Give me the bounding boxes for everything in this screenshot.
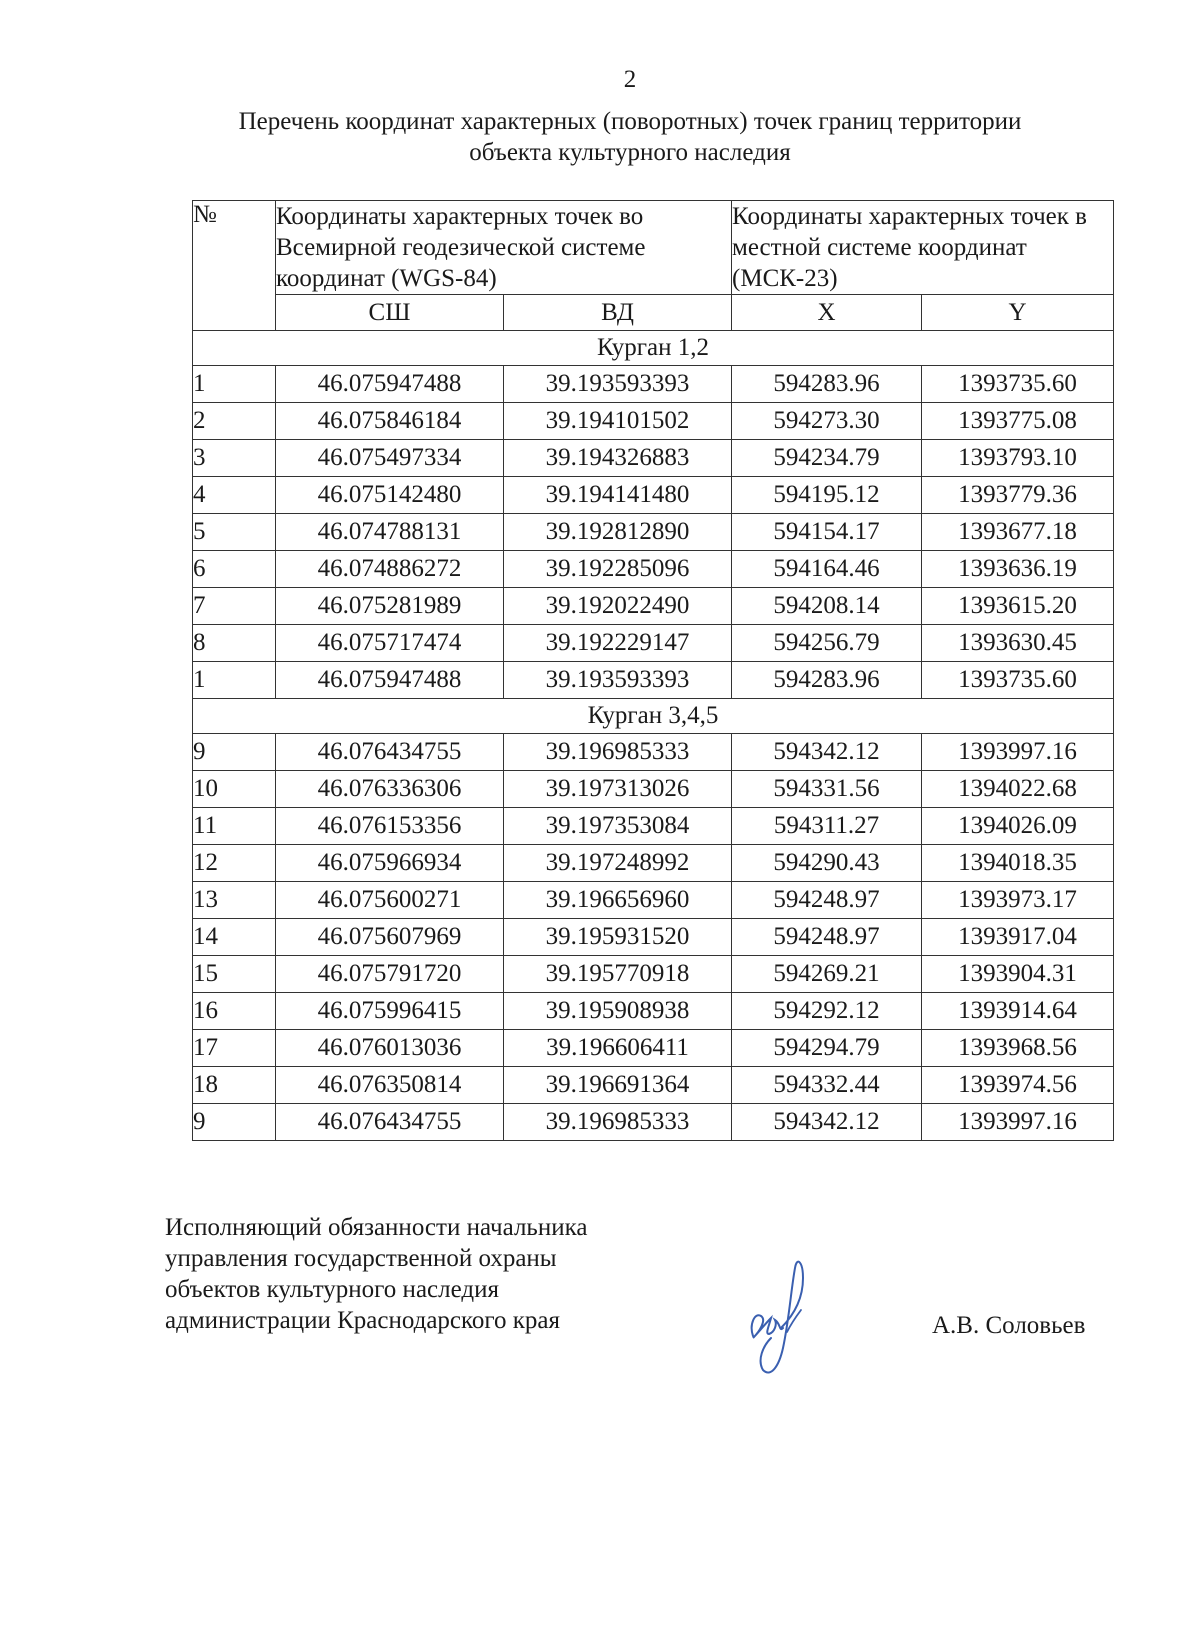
x-cell: 594256.79 bbox=[732, 625, 922, 662]
latitude-cell: 46.076350814 bbox=[276, 1067, 504, 1104]
x-cell: 594290.43 bbox=[732, 845, 922, 882]
point-number-cell: 10 bbox=[193, 771, 276, 808]
point-number-cell: 4 bbox=[193, 477, 276, 514]
longitude-cell: 39.192285096 bbox=[504, 551, 732, 588]
signatory-position-line: управления государственной охраны bbox=[165, 1245, 557, 1272]
latitude-cell: 46.075717474 bbox=[276, 625, 504, 662]
latitude-cell: 46.076434755 bbox=[276, 1104, 504, 1141]
table-row bbox=[193, 440, 1114, 477]
x-cell: 594208.14 bbox=[732, 588, 922, 625]
latitude-cell: 46.075142480 bbox=[276, 477, 504, 514]
document-title-line-2: объекта культурного наследия bbox=[469, 139, 791, 166]
table-row bbox=[193, 993, 1114, 1030]
header-y: Y bbox=[922, 295, 1114, 331]
longitude-cell: 39.197313026 bbox=[504, 771, 732, 808]
point-number-cell: 9 bbox=[193, 734, 276, 771]
x-cell: 594294.79 bbox=[732, 1030, 922, 1067]
y-cell: 1393793.10 bbox=[922, 440, 1114, 477]
y-cell: 1393917.04 bbox=[922, 919, 1114, 956]
longitude-cell: 39.196656960 bbox=[504, 882, 732, 919]
header-msk-coordinates: Координаты характерных точек в местной системе координат (МСК-23) bbox=[732, 201, 1114, 295]
table-row bbox=[193, 771, 1114, 808]
point-number-cell: 6 bbox=[193, 551, 276, 588]
point-number-cell: 3 bbox=[193, 440, 276, 477]
table-row bbox=[193, 477, 1114, 514]
point-number-cell: 18 bbox=[193, 1067, 276, 1104]
x-cell: 594342.12 bbox=[732, 1104, 922, 1141]
latitude-cell: 46.075996415 bbox=[276, 993, 504, 1030]
point-number-cell: 1 bbox=[193, 366, 276, 403]
point-number-cell: 17 bbox=[193, 1030, 276, 1067]
latitude-cell: 46.075497334 bbox=[276, 440, 504, 477]
latitude-cell: 46.074886272 bbox=[276, 551, 504, 588]
longitude-cell: 39.194326883 bbox=[504, 440, 732, 477]
y-cell: 1394022.68 bbox=[922, 771, 1114, 808]
table-row bbox=[193, 1030, 1114, 1067]
table-row bbox=[193, 808, 1114, 845]
latitude-cell: 46.075947488 bbox=[276, 662, 504, 699]
table-row bbox=[193, 882, 1114, 919]
longitude-cell: 39.195908938 bbox=[504, 993, 732, 1030]
y-cell: 1393997.16 bbox=[922, 734, 1114, 771]
signer-name: А.В. Соловьев bbox=[932, 1312, 1086, 1339]
point-number-cell: 2 bbox=[193, 403, 276, 440]
y-cell: 1393630.45 bbox=[922, 625, 1114, 662]
x-cell: 594234.79 bbox=[732, 440, 922, 477]
y-cell: 1393735.60 bbox=[922, 662, 1114, 699]
table-row bbox=[193, 956, 1114, 993]
longitude-cell: 39.192229147 bbox=[504, 625, 732, 662]
section-title: Курган 1,2 bbox=[193, 331, 1114, 366]
latitude-cell: 46.076434755 bbox=[276, 734, 504, 771]
section-title: Курган 3,4,5 bbox=[193, 699, 1114, 734]
longitude-cell: 39.193593393 bbox=[504, 366, 732, 403]
document-title-line-1: Перечень координат характерных (поворотных) точек границ территории bbox=[238, 108, 1022, 135]
x-cell: 594283.96 bbox=[732, 662, 922, 699]
latitude-cell: 46.075281989 bbox=[276, 588, 504, 625]
latitude-cell: 46.075607969 bbox=[276, 919, 504, 956]
longitude-cell: 39.194101502 bbox=[504, 403, 732, 440]
point-number-cell: 1 bbox=[193, 662, 276, 699]
table-row bbox=[193, 1067, 1114, 1104]
point-number-cell: 15 bbox=[193, 956, 276, 993]
x-cell: 594342.12 bbox=[732, 734, 922, 771]
point-number-cell: 16 bbox=[193, 993, 276, 1030]
y-cell: 1393973.17 bbox=[922, 882, 1114, 919]
longitude-cell: 39.195770918 bbox=[504, 956, 732, 993]
header-number: № bbox=[193, 201, 276, 331]
x-cell: 594195.12 bbox=[732, 477, 922, 514]
longitude-cell: 39.195931520 bbox=[504, 919, 732, 956]
document-title bbox=[150, 106, 1110, 168]
longitude-cell: 39.196691364 bbox=[504, 1067, 732, 1104]
signatory-position-line: администрации Краснодарского края bbox=[165, 1307, 561, 1334]
y-cell: 1393904.31 bbox=[922, 956, 1114, 993]
latitude-cell: 46.076336306 bbox=[276, 771, 504, 808]
x-cell: 594164.46 bbox=[732, 551, 922, 588]
latitude-cell: 46.075600271 bbox=[276, 882, 504, 919]
point-number-cell: 7 bbox=[193, 588, 276, 625]
y-cell: 1394018.35 bbox=[922, 845, 1114, 882]
point-number-cell: 12 bbox=[193, 845, 276, 882]
page-number: 2 bbox=[623, 66, 637, 93]
table-row bbox=[193, 366, 1114, 403]
longitude-cell: 39.192022490 bbox=[504, 588, 732, 625]
x-cell: 594331.56 bbox=[732, 771, 922, 808]
latitude-cell: 46.075791720 bbox=[276, 956, 504, 993]
point-number-cell: 11 bbox=[193, 808, 276, 845]
x-cell: 594248.97 bbox=[732, 882, 922, 919]
x-cell: 594311.27 bbox=[732, 808, 922, 845]
section-row bbox=[193, 699, 1114, 734]
table-row bbox=[193, 919, 1114, 956]
section-row bbox=[193, 331, 1114, 366]
table-row bbox=[193, 734, 1114, 771]
coordinates-table bbox=[192, 200, 1114, 1141]
y-cell: 1393775.08 bbox=[922, 403, 1114, 440]
table-row bbox=[193, 1104, 1114, 1141]
y-cell: 1393974.56 bbox=[922, 1067, 1114, 1104]
longitude-cell: 39.197353084 bbox=[504, 808, 732, 845]
signatory-position-line: объектов культурного наследия bbox=[165, 1276, 499, 1303]
signatory-position bbox=[165, 1212, 587, 1336]
handwritten-signature bbox=[745, 1228, 845, 1398]
table-row bbox=[193, 662, 1114, 699]
x-cell: 594332.44 bbox=[732, 1067, 922, 1104]
x-cell: 594154.17 bbox=[732, 514, 922, 551]
y-cell: 1393636.19 bbox=[922, 551, 1114, 588]
point-number-cell: 14 bbox=[193, 919, 276, 956]
latitude-cell: 46.075947488 bbox=[276, 366, 504, 403]
table-row bbox=[193, 403, 1114, 440]
y-cell: 1393968.56 bbox=[922, 1030, 1114, 1067]
y-cell: 1393735.60 bbox=[922, 366, 1114, 403]
header-latitude: СШ bbox=[276, 295, 504, 331]
latitude-cell: 46.075846184 bbox=[276, 403, 504, 440]
y-cell: 1393677.18 bbox=[922, 514, 1114, 551]
point-number-cell: 8 bbox=[193, 625, 276, 662]
x-cell: 594292.12 bbox=[732, 993, 922, 1030]
table-row bbox=[193, 514, 1114, 551]
x-cell: 594269.21 bbox=[732, 956, 922, 993]
latitude-cell: 46.076013036 bbox=[276, 1030, 504, 1067]
latitude-cell: 46.075966934 bbox=[276, 845, 504, 882]
x-cell: 594283.96 bbox=[732, 366, 922, 403]
y-cell: 1394026.09 bbox=[922, 808, 1114, 845]
signatory-position-line: Исполняющий обязанности начальника bbox=[165, 1214, 588, 1241]
table-body bbox=[193, 331, 1114, 1141]
y-cell: 1393914.64 bbox=[922, 993, 1114, 1030]
x-cell: 594248.97 bbox=[732, 919, 922, 956]
longitude-cell: 39.197248992 bbox=[504, 845, 732, 882]
header-wgs-coordinates: Координаты характерных точек во Всемирной геодезической системе координат (WGS-84) bbox=[276, 201, 732, 295]
table-row bbox=[193, 625, 1114, 662]
x-cell: 594273.30 bbox=[732, 403, 922, 440]
longitude-cell: 39.194141480 bbox=[504, 477, 732, 514]
y-cell: 1393615.20 bbox=[922, 588, 1114, 625]
latitude-cell: 46.076153356 bbox=[276, 808, 504, 845]
point-number-cell: 9 bbox=[193, 1104, 276, 1141]
header-x: X bbox=[732, 295, 922, 331]
header-longitude: ВД bbox=[504, 295, 732, 331]
table-row bbox=[193, 588, 1114, 625]
latitude-cell: 46.074788131 bbox=[276, 514, 504, 551]
longitude-cell: 39.196606411 bbox=[504, 1030, 732, 1067]
table-row bbox=[193, 551, 1114, 588]
y-cell: 1393997.16 bbox=[922, 1104, 1114, 1141]
table-row bbox=[193, 845, 1114, 882]
point-number-cell: 13 bbox=[193, 882, 276, 919]
longitude-cell: 39.196985333 bbox=[504, 1104, 732, 1141]
point-number-cell: 5 bbox=[193, 514, 276, 551]
longitude-cell: 39.196985333 bbox=[504, 734, 732, 771]
longitude-cell: 39.193593393 bbox=[504, 662, 732, 699]
longitude-cell: 39.192812890 bbox=[504, 514, 732, 551]
y-cell: 1393779.36 bbox=[922, 477, 1114, 514]
